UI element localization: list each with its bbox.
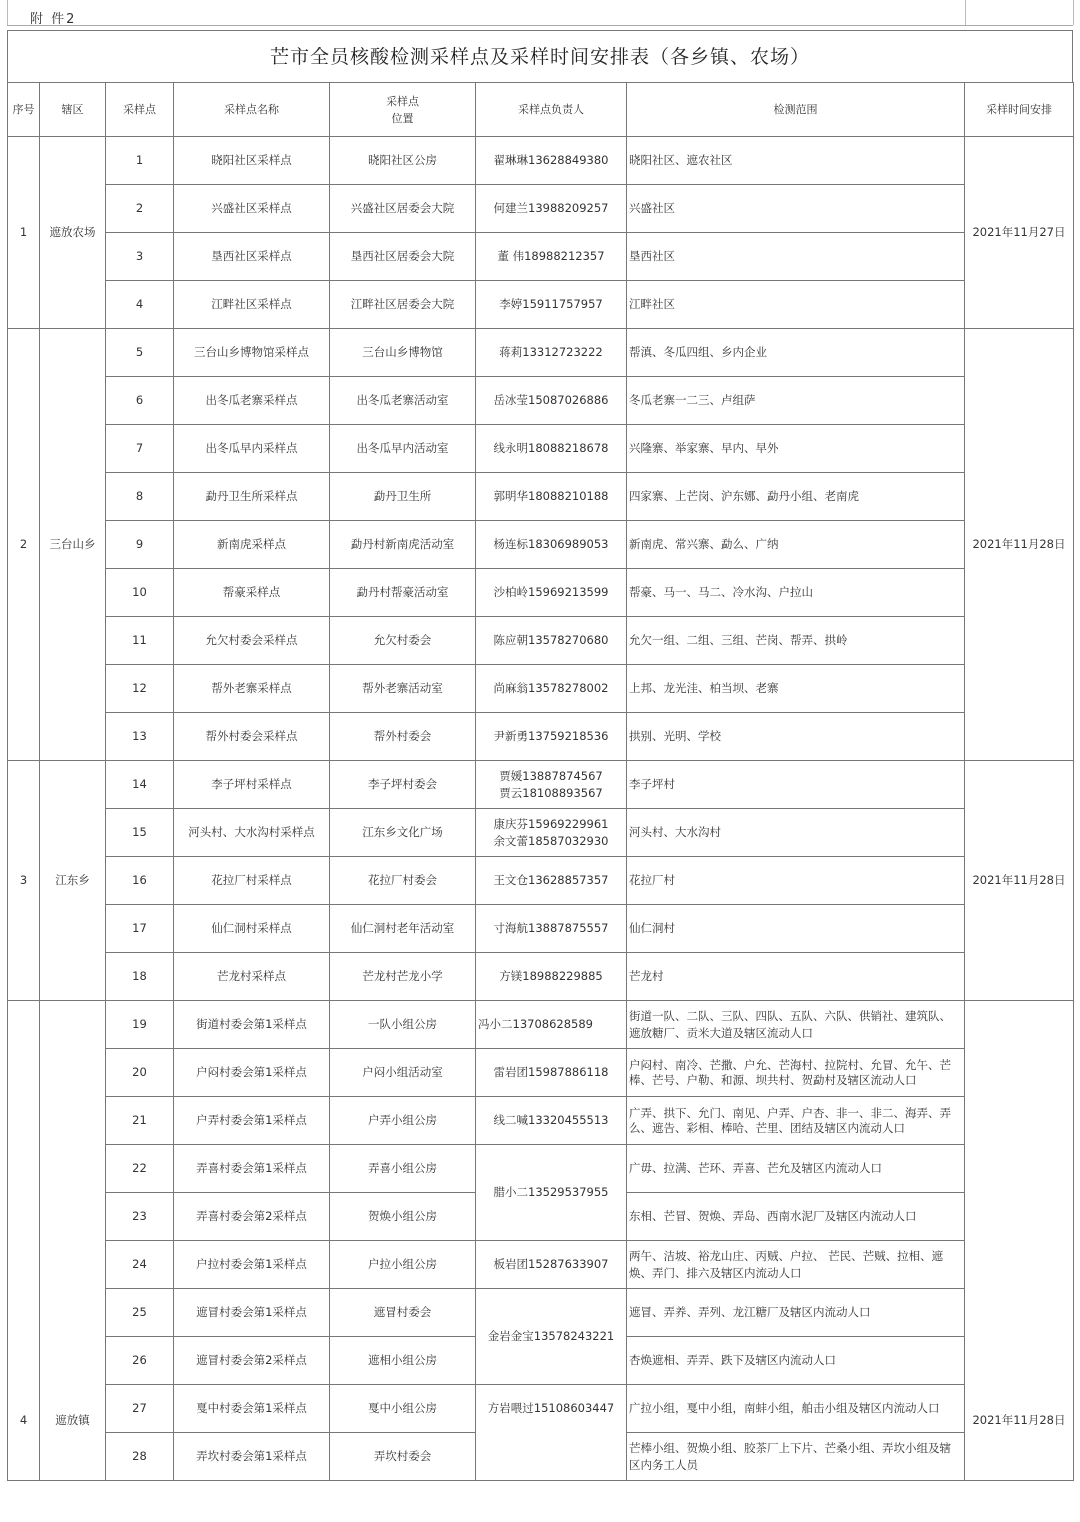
- header-scope: 检测范围: [627, 83, 965, 137]
- point-no: 9: [106, 521, 174, 569]
- point-no: 11: [106, 617, 174, 665]
- table-row: [8, 905, 1074, 953]
- point-scope: 广弄、拱下、允门、南见、户弄、户杏、非一、非二、海弄、弄么、遮告、彩相、棒哈、芒里、团结及辖区内流动人口: [627, 1097, 965, 1145]
- table-row: [8, 761, 1074, 809]
- point-no: 25: [106, 1289, 174, 1337]
- point-name: 户闷村委会第1采样点: [174, 1049, 330, 1097]
- point-name: 允欠村委会采样点: [174, 617, 330, 665]
- person-line2: 余文蕾18587032930: [493, 833, 609, 848]
- table-row: [8, 857, 1074, 905]
- table-row: [8, 185, 1074, 233]
- header-person: 采样点负责人: [476, 83, 627, 137]
- point-location: 贺焕小组公房: [330, 1193, 476, 1241]
- point-person: 金岩金宝13578243221: [476, 1289, 627, 1385]
- point-scope: 冬瓜老寨一二三、卢组萨: [627, 377, 965, 425]
- point-name: 江畔社区采样点: [174, 281, 330, 329]
- point-scope: 兴隆寨、举家寨、早内、早外: [627, 425, 965, 473]
- group-time: 2021年11月27日: [965, 137, 1074, 329]
- group-district: 遮放镇: [40, 1001, 106, 1481]
- table-row: [8, 1289, 1074, 1337]
- page-title: 芒市全员核酸检测采样点及采样时间安排表（各乡镇、农场）: [7, 30, 1073, 82]
- point-scope: 垦西社区: [627, 233, 965, 281]
- group-district: 三台山乡: [40, 329, 106, 761]
- table-row: [8, 1241, 1074, 1289]
- point-scope: 上邦、龙光洼、柏当坝、老寨: [627, 665, 965, 713]
- point-location: 三台山乡博物馆: [330, 329, 476, 377]
- header-district: 辖区: [40, 83, 106, 137]
- point-no: 5: [106, 329, 174, 377]
- table-row: [8, 329, 1074, 377]
- table-row: [8, 809, 1074, 857]
- header-location-line2: 位置: [391, 111, 414, 125]
- header-seq: 序号: [8, 83, 40, 137]
- point-no: 15: [106, 809, 174, 857]
- point-name: 河头村、大水沟村采样点: [174, 809, 330, 857]
- point-location: 帮外老寨活动室: [330, 665, 476, 713]
- point-name: 三台山乡博物馆采样点: [174, 329, 330, 377]
- point-no: 6: [106, 377, 174, 425]
- point-person: 蒋莉13312723222: [476, 329, 627, 377]
- table-row: [8, 425, 1074, 473]
- group-time: 2021年11月28日: [965, 761, 1074, 1001]
- point-no: 20: [106, 1049, 174, 1097]
- point-no: 17: [106, 905, 174, 953]
- table-row: [8, 1145, 1074, 1193]
- point-no: 10: [106, 569, 174, 617]
- point-person: 陈应朝13578270680: [476, 617, 627, 665]
- point-scope: 新南虎、常兴寨、勐么、广纳: [627, 521, 965, 569]
- point-name: 新南虎采样点: [174, 521, 330, 569]
- point-name: 帮豪采样点: [174, 569, 330, 617]
- point-person: 线二喊13320455513: [476, 1097, 627, 1145]
- point-name: 帮外村委会采样点: [174, 713, 330, 761]
- point-name: 弄喜村委会第2采样点: [174, 1193, 330, 1241]
- point-person: [476, 761, 627, 809]
- point-person: 雷岩团15987886118: [476, 1049, 627, 1097]
- group-seq: 2: [8, 329, 40, 761]
- point-no: 28: [106, 1433, 174, 1481]
- point-scope: 兴盛社区: [627, 185, 965, 233]
- point-location: 帮外村委会: [330, 713, 476, 761]
- point-scope: 李子坪村: [627, 761, 965, 809]
- point-scope: 仙仁洞村: [627, 905, 965, 953]
- point-scope: 遮冒、弄养、弄列、龙江糖厂及辖区内流动人口: [627, 1289, 965, 1337]
- point-no: 12: [106, 665, 174, 713]
- header-name: 采样点名称: [174, 83, 330, 137]
- point-location: 遮相小组公房: [330, 1337, 476, 1385]
- point-no: 2: [106, 185, 174, 233]
- table-row: [8, 281, 1074, 329]
- point-location: 弄坎村委会: [330, 1433, 476, 1481]
- point-location: 芒龙村芒龙小学: [330, 953, 476, 1001]
- table-row: [8, 713, 1074, 761]
- attachment-label: 附 件2: [30, 12, 77, 27]
- header-location-line1: 采样点: [386, 94, 419, 108]
- point-location: 户闷小组活动室: [330, 1049, 476, 1097]
- point-person: 冯小二13708628589: [476, 1001, 627, 1049]
- point-scope: 街道一队、二队、三队、四队、五队、六队、供销社、建筑队、遮放糖厂、贡米大道及辖区流动人口: [627, 1001, 965, 1049]
- top-rule: [7, 25, 1073, 26]
- point-no: 22: [106, 1145, 174, 1193]
- point-person: 方岩喂过15108603447: [476, 1385, 627, 1481]
- point-location: 户拉小组公房: [330, 1241, 476, 1289]
- point-name: 晓阳社区采样点: [174, 137, 330, 185]
- point-scope: 杏焕遮相、弄弄、跌下及辖区内流动人口: [627, 1337, 965, 1385]
- point-scope: 花拉厂村: [627, 857, 965, 905]
- point-person: 李婷15911757957: [476, 281, 627, 329]
- header-divider: [1073, 0, 1074, 25]
- point-location: 户弄小组公房: [330, 1097, 476, 1145]
- point-location: 李子坪村委会: [330, 761, 476, 809]
- point-location: 出冬瓜老寨活动室: [330, 377, 476, 425]
- table-row: [8, 473, 1074, 521]
- point-location: 兴盛社区居委会大院: [330, 185, 476, 233]
- point-person: 岳冰莹15087026886: [476, 377, 627, 425]
- point-scope: 晓阳社区、遮农社区: [627, 137, 965, 185]
- table-row: [8, 665, 1074, 713]
- point-location: 勐丹村帮豪活动室: [330, 569, 476, 617]
- point-location: 勐丹卫生所: [330, 473, 476, 521]
- point-scope: 广毋、拉满、芒环、弄喜、芒允及辖区内流动人口: [627, 1145, 965, 1193]
- point-scope: 芒棒小组、贺焕小组、胶茶厂上下片、芒桑小组、弄坎小组及辖区内务工人员: [627, 1433, 965, 1481]
- point-person: 沙柏岭15969213599: [476, 569, 627, 617]
- point-location: 遮冒村委会: [330, 1289, 476, 1337]
- point-name: 户拉村委会第1采样点: [174, 1241, 330, 1289]
- point-location: 允欠村委会: [330, 617, 476, 665]
- point-no: 24: [106, 1241, 174, 1289]
- point-location: 弄喜小组公房: [330, 1145, 476, 1193]
- point-name: 兴盛社区采样点: [174, 185, 330, 233]
- point-no: 16: [106, 857, 174, 905]
- point-scope: 拱别、光明、学校: [627, 713, 965, 761]
- point-location: 花拉厂村委会: [330, 857, 476, 905]
- point-no: 13: [106, 713, 174, 761]
- table-row: [8, 233, 1074, 281]
- header-row: [8, 83, 1074, 137]
- point-location: 垦西社区居委会大院: [330, 233, 476, 281]
- point-person: 王文仓13628857357: [476, 857, 627, 905]
- point-scope: 江畔社区: [627, 281, 965, 329]
- point-person: 线永明18088218678: [476, 425, 627, 473]
- point-scope: 四家寨、上芒岗、沪东娜、勐丹小组、老南虎: [627, 473, 965, 521]
- point-person: 董 伟18988212357: [476, 233, 627, 281]
- point-person: 尚麻翁13578278002: [476, 665, 627, 713]
- point-scope: 芒龙村: [627, 953, 965, 1001]
- group-seq: 4: [8, 1001, 40, 1481]
- person-line1: 康庆芬15969229961: [493, 816, 609, 831]
- point-no: 8: [106, 473, 174, 521]
- point-person: 腊小二13529537955: [476, 1145, 627, 1241]
- group-district: 遮放农场: [40, 137, 106, 329]
- point-location: 一队小组公房: [330, 1001, 476, 1049]
- point-name: 芒龙村采样点: [174, 953, 330, 1001]
- group-seq: 1: [8, 137, 40, 329]
- person-line2: 贾云18108893567: [499, 785, 603, 800]
- point-location: 仙仁洞村老年活动室: [330, 905, 476, 953]
- point-no: 19: [106, 1001, 174, 1049]
- point-person: 方镁18988229885: [476, 953, 627, 1001]
- point-name: 勐丹卫生所采样点: [174, 473, 330, 521]
- group-district: 江东乡: [40, 761, 106, 1001]
- point-scope: 河头村、大水沟村: [627, 809, 965, 857]
- point-name: 帮外老寨采样点: [174, 665, 330, 713]
- point-name: 遮冒村委会第1采样点: [174, 1289, 330, 1337]
- table-row: [8, 1385, 1074, 1433]
- point-no: 23: [106, 1193, 174, 1241]
- point-no: 7: [106, 425, 174, 473]
- point-no: 18: [106, 953, 174, 1001]
- point-name: 户弄村委会第1采样点: [174, 1097, 330, 1145]
- point-name: 弄喜村委会第1采样点: [174, 1145, 330, 1193]
- point-scope: 两午、洁坡、裕龙山庄、丙贼、户拉、 芒民、芒贼、拉相、遮焕、弄门、排六及辖区内流动人口: [627, 1241, 965, 1289]
- point-no: 27: [106, 1385, 174, 1433]
- person-line1: 贾媛13887874567: [499, 768, 603, 783]
- group-time: 2021年11月28日: [965, 329, 1074, 761]
- table-row: [8, 617, 1074, 665]
- point-scope: 允欠一组、二组、三组、芒岗、帮弄、拱岭: [627, 617, 965, 665]
- point-person: 翟琳琳13628849380: [476, 137, 627, 185]
- point-no: 4: [106, 281, 174, 329]
- table-row: [8, 953, 1074, 1001]
- point-no: 14: [106, 761, 174, 809]
- schedule-table: [7, 82, 1074, 1481]
- point-person: 尹新勇13759218536: [476, 713, 627, 761]
- point-location: 晓阳社区公房: [330, 137, 476, 185]
- group-seq: 3: [8, 761, 40, 1001]
- point-name: 遮冒村委会第2采样点: [174, 1337, 330, 1385]
- header-divider: [7, 0, 8, 25]
- header-divider: [965, 0, 966, 25]
- table-row: [8, 1097, 1074, 1145]
- point-name: 戛中村委会第1采样点: [174, 1385, 330, 1433]
- point-no: 1: [106, 137, 174, 185]
- point-name: 李子坪村采样点: [174, 761, 330, 809]
- point-location: 戛中小组公房: [330, 1385, 476, 1433]
- point-scope: 广拉小组，戛中小组，南蚌小组，舶击小组及辖区内流动人口: [627, 1385, 965, 1433]
- header-location: [330, 83, 476, 137]
- header-point-no: 采样点: [106, 83, 174, 137]
- point-scope: 帮滇、冬瓜四组、乡内企业: [627, 329, 965, 377]
- group-time: 2021年11月28日: [965, 1001, 1074, 1481]
- point-no: 26: [106, 1337, 174, 1385]
- point-name: 仙仁洞村采样点: [174, 905, 330, 953]
- header-time: 采样时间安排: [965, 83, 1074, 137]
- point-name: 花拉厂村采样点: [174, 857, 330, 905]
- point-person: 板岩团15287633907: [476, 1241, 627, 1289]
- point-scope: 帮豪、马一、马二、冷水沟、户拉山: [627, 569, 965, 617]
- point-scope: 东相、芒冒、贺焕、弄岛、西南水泥厂及辖区内流动人口: [627, 1193, 965, 1241]
- point-person: 寸海航13887875557: [476, 905, 627, 953]
- point-name: 街道村委会第1采样点: [174, 1001, 330, 1049]
- table-row: [8, 1049, 1074, 1097]
- point-scope: 户闷村、南冷、芒撒、户允、芒海村、拉院村、允冒、允午、芒棒、芒号、户勒、和源、坝共村、贺勐村及辖区流动人口: [627, 1049, 965, 1097]
- point-location: 江畔社区居委会大院: [330, 281, 476, 329]
- point-person: [476, 809, 627, 857]
- table-row: [8, 1001, 1074, 1049]
- point-no: 21: [106, 1097, 174, 1145]
- table-row: [8, 521, 1074, 569]
- point-location: 勐丹村新南虎活动室: [330, 521, 476, 569]
- point-name: 弄坎村委会第1采样点: [174, 1433, 330, 1481]
- point-location: 江东乡文化广场: [330, 809, 476, 857]
- point-person: 杨连标18306989053: [476, 521, 627, 569]
- table-row: [8, 377, 1074, 425]
- point-person: 郭明华18088210188: [476, 473, 627, 521]
- table-row: [8, 569, 1074, 617]
- point-no: 3: [106, 233, 174, 281]
- point-location: 出冬瓜早内活动室: [330, 425, 476, 473]
- point-person: 何建兰13988209257: [476, 185, 627, 233]
- table-row: [8, 137, 1074, 185]
- point-name: 出冬瓜老寨采样点: [174, 377, 330, 425]
- point-name: 垦西社区采样点: [174, 233, 330, 281]
- point-name: 出冬瓜早内采样点: [174, 425, 330, 473]
